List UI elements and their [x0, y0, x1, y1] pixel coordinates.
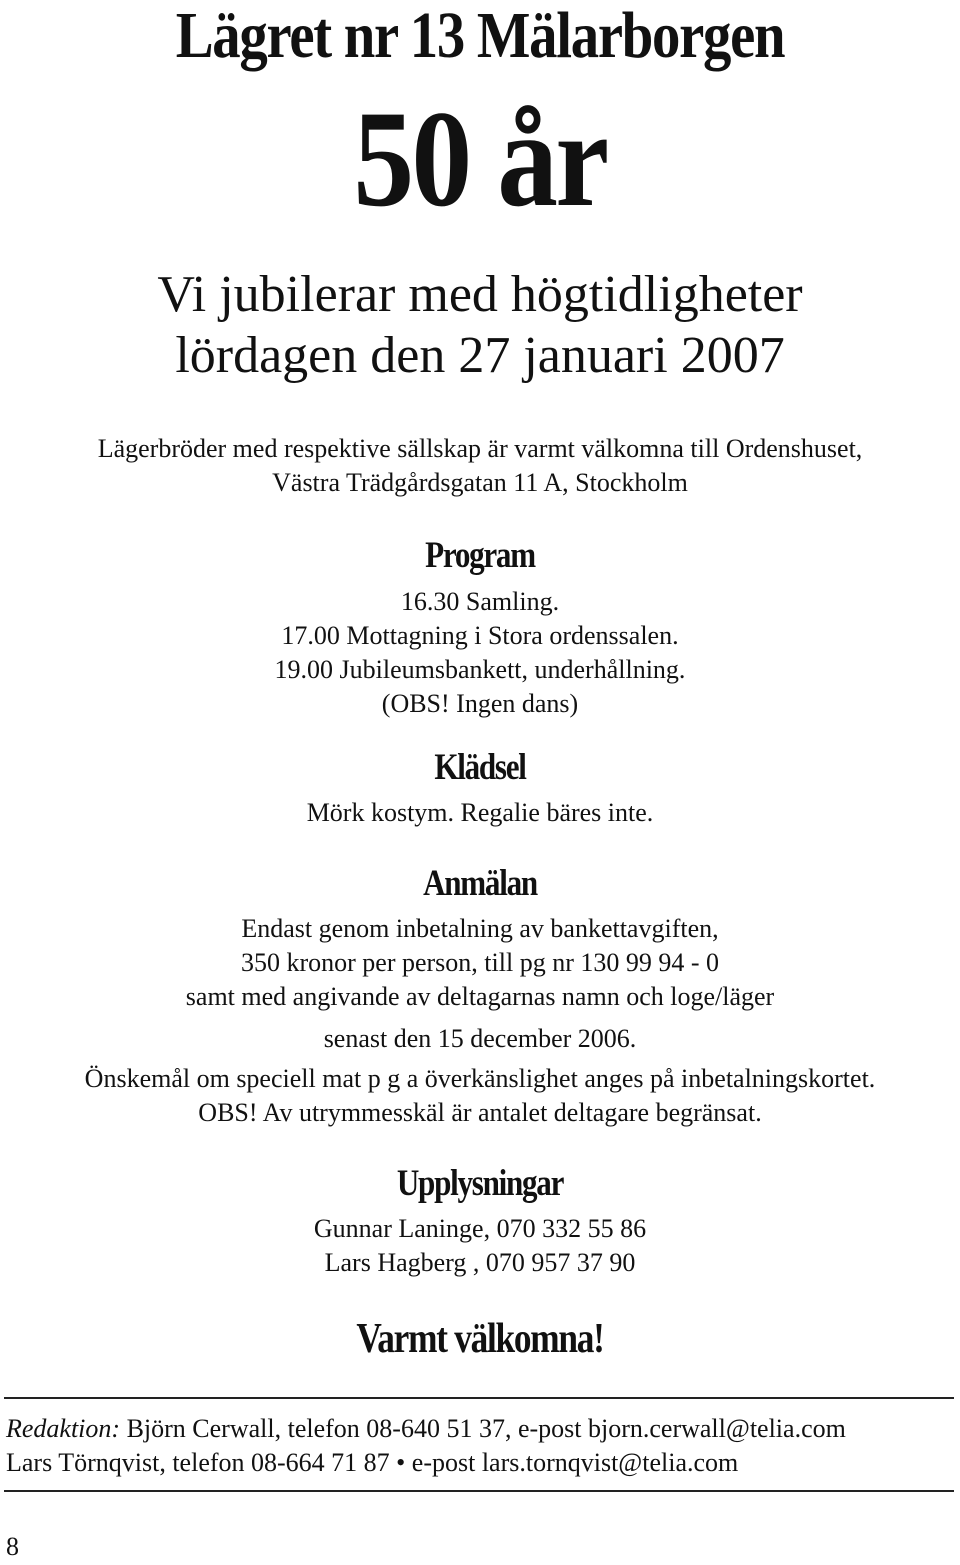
program-item: (OBS! Ingen dans)	[381, 689, 579, 718]
dress-code-text: Mörk kostym. Regalie bäres inte.	[306, 798, 654, 827]
registration-line: OBS! Av utrymmesskäl är antalet deltagare begränsat.	[198, 1098, 762, 1127]
contact-line: Lars Hagberg , 070 957 37 90	[324, 1248, 636, 1277]
registration-line: Önskemål om speciell mat p g a överkänslighet anges på inbetalningskortet.	[84, 1064, 876, 1093]
footer-top-divider	[4, 1397, 954, 1399]
editor-label: Redaktion:	[6, 1414, 121, 1443]
editor-contact-2: Lars Törnqvist, telefon 08-664 71 87 • e-post lars.tornqvist@telia.com	[6, 1448, 739, 1477]
program-item: 19.00 Jubileumsbankett, underhållning.	[274, 655, 686, 684]
registration-heading: Anmälan	[423, 863, 537, 904]
contact-line: Gunnar Laninge, 070 332 55 86	[313, 1214, 647, 1243]
registration-line: samt med angivande av deltagarnas namn och loge/läger	[185, 982, 775, 1011]
editor-line-1	[6, 1412, 846, 1446]
footer-bottom-divider	[4, 1490, 954, 1492]
program-item: 17.00 Mottagning i Stora ordenssalen.	[281, 621, 679, 650]
page-number: 8	[6, 1532, 19, 1561]
invitation-line-1: Lägerbröder med respektive sällskap är varmt välkomna till Ordenshuset,	[97, 434, 863, 463]
program-item: 16.30 Samling.	[400, 587, 560, 616]
anniversary-years: 50 år	[353, 82, 607, 235]
celebration-subtitle: Vi jubilerar med högtidligheter	[157, 266, 803, 323]
registration-line: Endast genom inbetalning av bankettavgiften,	[241, 914, 719, 943]
program-heading: Program	[425, 535, 535, 576]
info-heading: Upplysningar	[396, 1163, 564, 1204]
dress-code-heading: Klädsel	[434, 747, 526, 788]
lodge-title: Lägret nr 13 Mälarborgen	[175, 0, 785, 72]
registration-line: 350 kronor per person, till pg nr 130 99 94 - 0	[240, 948, 720, 977]
celebration-date: lördagen den 27 januari 2007	[175, 327, 785, 384]
registration-deadline: senast den 15 december 2006.	[323, 1024, 637, 1053]
closing-greeting: Varmt välkomna!	[356, 1316, 604, 1362]
invitation-line-2: Västra Trädgårdsgatan 11 A, Stockholm	[272, 468, 688, 497]
editor-contact-1: Björn Cerwall, telefon 08-640 51 37, e-post bjorn.cerwall@telia.com	[120, 1414, 846, 1443]
